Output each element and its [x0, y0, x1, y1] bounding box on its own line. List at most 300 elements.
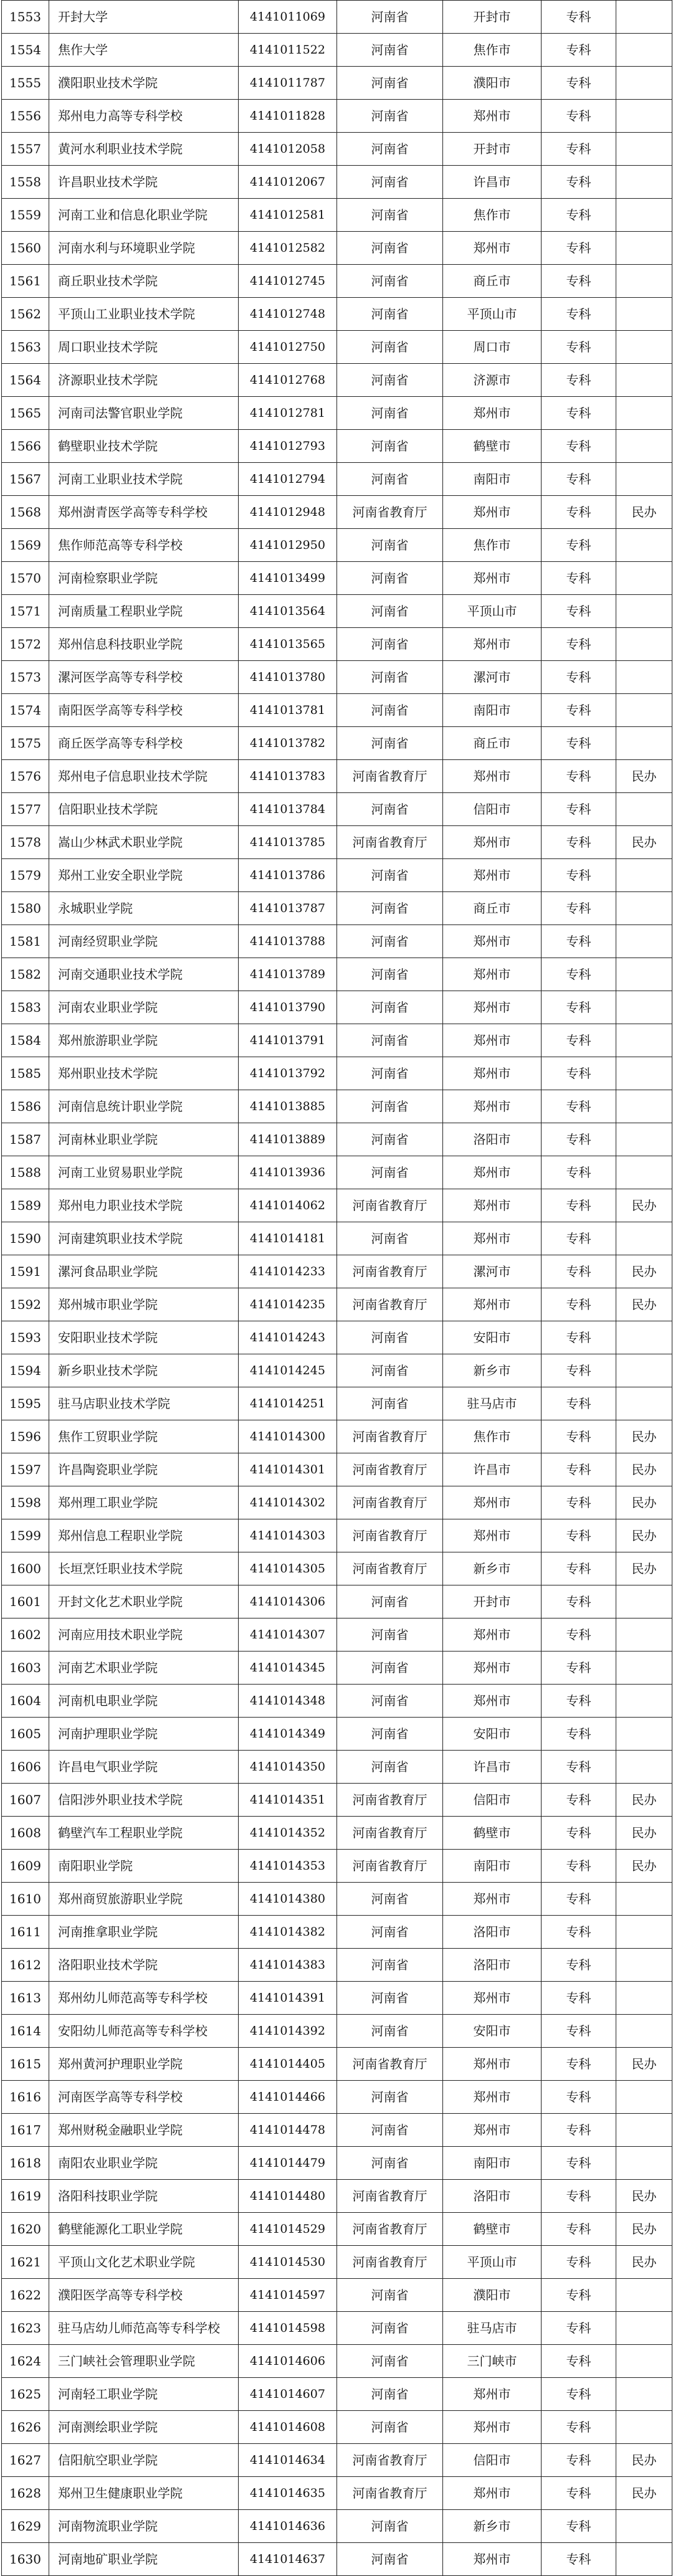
school-code-cell: 4141014479 — [239, 2147, 337, 2180]
city-cell: 焦作市 — [443, 529, 542, 562]
city-cell: 漯河市 — [443, 661, 542, 694]
school-code-cell: 4141012950 — [239, 529, 337, 562]
school-name-cell: 开封大学 — [49, 1, 239, 34]
city-cell: 郑州市 — [443, 1652, 542, 1685]
school-code-cell: 4141014306 — [239, 1585, 337, 1618]
table-row — [2, 1189, 672, 1222]
level-cell: 专科 — [542, 1784, 616, 1817]
school-name-cell: 郑州商贸旅游职业学院 — [49, 1883, 239, 1916]
school-name-cell: 郑州卫生健康职业学院 — [49, 2477, 239, 2510]
table-row — [2, 2180, 672, 2213]
authority-cell: 河南省 — [337, 2543, 443, 2576]
table-row — [2, 793, 672, 826]
school-code-cell: 4141012745 — [239, 265, 337, 298]
row-index-cell: 1576 — [2, 760, 49, 793]
table-row — [2, 1123, 672, 1156]
authority-cell: 河南省教育厅 — [337, 1519, 443, 1552]
school-name-cell: 濮阳医学高等专科学校 — [49, 2279, 239, 2312]
note-cell — [616, 2114, 672, 2147]
school-name-cell: 河南推拿职业学院 — [49, 1916, 239, 1949]
row-index-cell: 1563 — [2, 331, 49, 364]
table-row — [2, 2444, 672, 2477]
school-code-cell: 4141014529 — [239, 2213, 337, 2246]
school-name-cell: 永城职业学院 — [49, 892, 239, 925]
school-code-cell: 4141013781 — [239, 694, 337, 727]
school-code-cell: 4141014351 — [239, 1784, 337, 1817]
authority-cell: 河南省教育厅 — [337, 1255, 443, 1288]
row-index-cell: 1597 — [2, 1453, 49, 1486]
table-row — [2, 331, 672, 364]
level-cell: 专科 — [542, 1850, 616, 1883]
level-cell: 专科 — [542, 232, 616, 265]
school-code-cell: 4141012781 — [239, 397, 337, 430]
city-cell: 濮阳市 — [443, 67, 542, 100]
level-cell: 专科 — [542, 2345, 616, 2378]
table-row — [2, 2312, 672, 2345]
authority-cell: 河南省 — [337, 199, 443, 232]
city-cell: 商丘市 — [443, 892, 542, 925]
authority-cell: 河南省 — [337, 1883, 443, 1916]
level-cell: 专科 — [542, 2411, 616, 2444]
authority-cell: 河南省 — [337, 925, 443, 958]
school-name-cell: 信阳航空职业学院 — [49, 2444, 239, 2477]
authority-cell: 河南省 — [337, 133, 443, 166]
note-cell — [616, 166, 672, 199]
level-cell: 专科 — [542, 529, 616, 562]
city-cell: 平顶山市 — [443, 298, 542, 331]
level-cell: 专科 — [542, 2543, 616, 2576]
level-cell: 专科 — [542, 1652, 616, 1685]
city-cell: 郑州市 — [443, 1685, 542, 1718]
row-index-cell: 1602 — [2, 1618, 49, 1652]
level-cell: 专科 — [542, 397, 616, 430]
row-index-cell: 1601 — [2, 1585, 49, 1618]
authority-cell: 河南省 — [337, 1, 443, 34]
authority-cell: 河南省 — [337, 1585, 443, 1618]
school-name-cell: 郑州澍青医学高等专科学校 — [49, 496, 239, 529]
school-name-cell: 济源职业技术学院 — [49, 364, 239, 397]
table-row — [2, 1288, 672, 1321]
city-cell: 许昌市 — [443, 1453, 542, 1486]
school-name-cell: 河南轻工职业学院 — [49, 2378, 239, 2411]
level-cell: 专科 — [542, 1949, 616, 1982]
school-code-cell: 4141014348 — [239, 1685, 337, 1718]
row-index-cell: 1561 — [2, 265, 49, 298]
table-row — [2, 1321, 672, 1354]
authority-cell: 河南省 — [337, 595, 443, 628]
table-row — [2, 2114, 672, 2147]
note-cell: 民办 — [616, 1453, 672, 1486]
school-code-cell: 4141012750 — [239, 331, 337, 364]
school-code-cell: 4141014352 — [239, 1817, 337, 1850]
row-index-cell: 1613 — [2, 1982, 49, 2015]
authority-cell: 河南省 — [337, 2510, 443, 2543]
school-code-cell: 4141014303 — [239, 1519, 337, 1552]
table-row — [2, 2543, 672, 2576]
note-cell — [616, 529, 672, 562]
note-cell: 民办 — [616, 1784, 672, 1817]
note-cell — [616, 364, 672, 397]
school-name-cell: 长垣烹饪职业技术学院 — [49, 1552, 239, 1585]
note-cell — [616, 34, 672, 67]
school-code-cell: 4141013499 — [239, 562, 337, 595]
authority-cell: 河南省 — [337, 1321, 443, 1354]
school-name-cell: 漯河医学高等专科学校 — [49, 661, 239, 694]
row-index-cell: 1596 — [2, 1420, 49, 1453]
row-index-cell: 1598 — [2, 1486, 49, 1519]
table-row — [2, 595, 672, 628]
school-code-cell: 4141012793 — [239, 430, 337, 463]
authority-cell: 河南省 — [337, 958, 443, 991]
city-cell: 鹤壁市 — [443, 1817, 542, 1850]
city-cell: 鹤壁市 — [443, 2213, 542, 2246]
city-cell: 周口市 — [443, 331, 542, 364]
level-cell: 专科 — [542, 1057, 616, 1090]
table-row — [2, 1784, 672, 1817]
authority-cell: 河南省 — [337, 1387, 443, 1420]
authority-cell: 河南省 — [337, 1024, 443, 1057]
school-name-cell: 郑州电力职业技术学院 — [49, 1189, 239, 1222]
authority-cell: 河南省 — [337, 661, 443, 694]
level-cell: 专科 — [542, 265, 616, 298]
row-index-cell: 1566 — [2, 430, 49, 463]
authority-cell: 河南省 — [337, 1057, 443, 1090]
level-cell: 专科 — [542, 298, 616, 331]
note-cell — [616, 892, 672, 925]
row-index-cell: 1589 — [2, 1189, 49, 1222]
level-cell: 专科 — [542, 1222, 616, 1255]
city-cell: 郑州市 — [443, 1024, 542, 1057]
authority-cell: 河南省 — [337, 2378, 443, 2411]
authority-cell: 河南省教育厅 — [337, 1784, 443, 1817]
school-code-cell: 4141014405 — [239, 2048, 337, 2081]
row-index-cell: 1558 — [2, 166, 49, 199]
city-cell: 安阳市 — [443, 2015, 542, 2048]
table-row — [2, 1982, 672, 2015]
note-cell — [616, 133, 672, 166]
authority-cell: 河南省教育厅 — [337, 1453, 443, 1486]
row-index-cell: 1562 — [2, 298, 49, 331]
table-row — [2, 1552, 672, 1585]
level-cell: 专科 — [542, 1751, 616, 1784]
row-index-cell: 1610 — [2, 1883, 49, 1916]
table-row — [2, 661, 672, 694]
authority-cell: 河南省 — [337, 397, 443, 430]
city-cell: 驻马店市 — [443, 1387, 542, 1420]
school-name-cell: 河南交通职业技术学院 — [49, 958, 239, 991]
school-name-cell: 驻马店职业技术学院 — [49, 1387, 239, 1420]
city-cell: 郑州市 — [443, 1189, 542, 1222]
table-row — [2, 1685, 672, 1718]
school-code-cell: 4141012067 — [239, 166, 337, 199]
level-cell: 专科 — [542, 1387, 616, 1420]
row-index-cell: 1553 — [2, 1, 49, 34]
school-code-cell: 4141014382 — [239, 1916, 337, 1949]
row-index-cell: 1567 — [2, 463, 49, 496]
city-cell: 开封市 — [443, 1, 542, 34]
level-cell: 专科 — [542, 1883, 616, 1916]
school-code-cell: 4141014606 — [239, 2345, 337, 2378]
authority-cell: 河南省 — [337, 562, 443, 595]
school-code-cell: 4141014392 — [239, 2015, 337, 2048]
row-index-cell: 1626 — [2, 2411, 49, 2444]
row-index-cell: 1627 — [2, 2444, 49, 2477]
school-code-cell: 4141013936 — [239, 1156, 337, 1189]
authority-cell: 河南省教育厅 — [337, 2048, 443, 2081]
city-cell: 新乡市 — [443, 2510, 542, 2543]
row-index-cell: 1600 — [2, 1552, 49, 1585]
table-row — [2, 496, 672, 529]
note-cell — [616, 1585, 672, 1618]
row-index-cell: 1573 — [2, 661, 49, 694]
table-row — [2, 529, 672, 562]
city-cell: 洛阳市 — [443, 1123, 542, 1156]
school-name-cell: 南阳医学高等专科学校 — [49, 694, 239, 727]
authority-cell: 河南省 — [337, 1618, 443, 1652]
table-row — [2, 2411, 672, 2444]
level-cell: 专科 — [542, 2114, 616, 2147]
city-cell: 郑州市 — [443, 2411, 542, 2444]
note-cell — [616, 958, 672, 991]
authority-cell: 河南省 — [337, 1718, 443, 1751]
city-cell: 郑州市 — [443, 2543, 542, 2576]
school-code-cell: 4141014349 — [239, 1718, 337, 1751]
school-code-cell: 4141014380 — [239, 1883, 337, 1916]
note-cell — [616, 2147, 672, 2180]
authority-cell: 河南省教育厅 — [337, 1486, 443, 1519]
table-row — [2, 2081, 672, 2114]
table-row — [2, 67, 672, 100]
school-code-cell: 4141014608 — [239, 2411, 337, 2444]
city-cell: 洛阳市 — [443, 1916, 542, 1949]
school-code-cell: 4141014607 — [239, 2378, 337, 2411]
note-cell — [616, 2378, 672, 2411]
note-cell: 民办 — [616, 2444, 672, 2477]
row-index-cell: 1603 — [2, 1652, 49, 1685]
level-cell: 专科 — [542, 1123, 616, 1156]
city-cell: 郑州市 — [443, 1883, 542, 1916]
row-index-cell: 1609 — [2, 1850, 49, 1883]
school-code-cell: 4141013788 — [239, 925, 337, 958]
table-row — [2, 2246, 672, 2279]
school-code-cell: 4141012058 — [239, 133, 337, 166]
city-cell: 信阳市 — [443, 1784, 542, 1817]
city-cell: 驻马店市 — [443, 2312, 542, 2345]
authority-cell: 河南省教育厅 — [337, 1288, 443, 1321]
school-name-cell: 许昌电气职业学院 — [49, 1751, 239, 1784]
row-index-cell: 1622 — [2, 2279, 49, 2312]
level-cell: 专科 — [542, 1486, 616, 1519]
city-cell: 安阳市 — [443, 1718, 542, 1751]
school-code-cell: 4141014598 — [239, 2312, 337, 2345]
level-cell: 专科 — [542, 793, 616, 826]
level-cell: 专科 — [542, 2048, 616, 2081]
table-row — [2, 892, 672, 925]
level-cell: 专科 — [542, 1453, 616, 1486]
note-cell: 民办 — [616, 2477, 672, 2510]
table-row — [2, 1387, 672, 1420]
school-code-cell: 4141013792 — [239, 1057, 337, 1090]
school-name-cell: 郑州理工职业学院 — [49, 1486, 239, 1519]
level-cell: 专科 — [542, 2378, 616, 2411]
note-cell — [616, 1123, 672, 1156]
level-cell: 专科 — [542, 1618, 616, 1652]
table-row — [2, 694, 672, 727]
note-cell: 民办 — [616, 496, 672, 529]
row-index-cell: 1590 — [2, 1222, 49, 1255]
authority-cell: 河南省 — [337, 265, 443, 298]
city-cell: 商丘市 — [443, 265, 542, 298]
school-code-cell: 4141013789 — [239, 958, 337, 991]
level-cell: 专科 — [542, 496, 616, 529]
city-cell: 平顶山市 — [443, 595, 542, 628]
authority-cell: 河南省 — [337, 166, 443, 199]
note-cell: 民办 — [616, 2213, 672, 2246]
school-code-cell: 4141014391 — [239, 1982, 337, 2015]
row-index-cell: 1585 — [2, 1057, 49, 1090]
school-name-cell: 周口职业技术学院 — [49, 331, 239, 364]
authority-cell: 河南省 — [337, 232, 443, 265]
school-name-cell: 新乡职业技术学院 — [49, 1354, 239, 1387]
table-row — [2, 2378, 672, 2411]
city-cell: 郑州市 — [443, 1618, 542, 1652]
authority-cell: 河南省 — [337, 727, 443, 760]
level-cell: 专科 — [542, 2081, 616, 2114]
school-name-cell: 漯河食品职业学院 — [49, 1255, 239, 1288]
table-row — [2, 562, 672, 595]
table-row — [2, 1453, 672, 1486]
note-cell: 民办 — [616, 1288, 672, 1321]
row-index-cell: 1569 — [2, 529, 49, 562]
level-cell: 专科 — [542, 661, 616, 694]
table-row — [2, 1949, 672, 1982]
city-cell: 郑州市 — [443, 1982, 542, 2015]
city-cell: 南阳市 — [443, 1850, 542, 1883]
note-cell: 民办 — [616, 1420, 672, 1453]
school-name-cell: 河南林业职业学院 — [49, 1123, 239, 1156]
authority-cell: 河南省 — [337, 793, 443, 826]
city-cell: 郑州市 — [443, 397, 542, 430]
authority-cell: 河南省 — [337, 331, 443, 364]
school-code-cell: 4141013565 — [239, 628, 337, 661]
school-code-cell: 4141014302 — [239, 1486, 337, 1519]
note-cell — [616, 661, 672, 694]
row-index-cell: 1594 — [2, 1354, 49, 1387]
row-index-cell: 1611 — [2, 1916, 49, 1949]
city-cell: 郑州市 — [443, 628, 542, 661]
level-cell: 专科 — [542, 1916, 616, 1949]
city-cell: 南阳市 — [443, 694, 542, 727]
school-code-cell: 4141014305 — [239, 1552, 337, 1585]
row-index-cell: 1557 — [2, 133, 49, 166]
city-cell: 郑州市 — [443, 232, 542, 265]
note-cell — [616, 2543, 672, 2576]
row-index-cell: 1581 — [2, 925, 49, 958]
city-cell: 焦作市 — [443, 34, 542, 67]
table-row — [2, 1850, 672, 1883]
school-code-cell: 4141014480 — [239, 2180, 337, 2213]
table-row — [2, 628, 672, 661]
authority-cell: 河南省教育厅 — [337, 2246, 443, 2279]
authority-cell: 河南省 — [337, 2279, 443, 2312]
note-cell: 民办 — [616, 2048, 672, 2081]
table-row — [2, 1618, 672, 1652]
school-name-cell: 郑州电力高等专科学校 — [49, 100, 239, 133]
school-name-cell: 平顶山文化艺术职业学院 — [49, 2246, 239, 2279]
row-index-cell: 1580 — [2, 892, 49, 925]
level-cell: 专科 — [542, 2180, 616, 2213]
row-index-cell: 1584 — [2, 1024, 49, 1057]
row-index-cell: 1614 — [2, 2015, 49, 2048]
note-cell — [616, 1751, 672, 1784]
authority-cell: 河南省 — [337, 2411, 443, 2444]
school-code-cell: 4141012948 — [239, 496, 337, 529]
note-cell: 民办 — [616, 826, 672, 859]
school-name-cell: 郑州旅游职业学院 — [49, 1024, 239, 1057]
table-row — [2, 1585, 672, 1618]
school-name-cell: 嵩山少林武术职业学院 — [49, 826, 239, 859]
city-cell: 信阳市 — [443, 793, 542, 826]
school-code-cell: 4141014635 — [239, 2477, 337, 2510]
school-code-cell: 4141012768 — [239, 364, 337, 397]
school-code-cell: 4141013885 — [239, 1090, 337, 1123]
row-index-cell: 1579 — [2, 859, 49, 892]
note-cell — [616, 859, 672, 892]
city-cell: 郑州市 — [443, 100, 542, 133]
school-name-cell: 河南建筑职业技术学院 — [49, 1222, 239, 1255]
school-code-cell: 4141014233 — [239, 1255, 337, 1288]
school-code-cell: 4141013780 — [239, 661, 337, 694]
row-index-cell: 1583 — [2, 991, 49, 1024]
city-cell: 郑州市 — [443, 991, 542, 1024]
school-code-cell: 4141013790 — [239, 991, 337, 1024]
level-cell: 专科 — [542, 331, 616, 364]
row-index-cell: 1612 — [2, 1949, 49, 1982]
level-cell: 专科 — [542, 859, 616, 892]
row-index-cell: 1574 — [2, 694, 49, 727]
school-code-cell: 4141013783 — [239, 760, 337, 793]
city-cell: 漯河市 — [443, 1255, 542, 1288]
row-index-cell: 1630 — [2, 2543, 49, 2576]
level-cell: 专科 — [542, 2510, 616, 2543]
table-row — [2, 1057, 672, 1090]
city-cell: 郑州市 — [443, 1486, 542, 1519]
authority-cell: 河南省教育厅 — [337, 2180, 443, 2213]
school-name-cell: 河南检察职业学院 — [49, 562, 239, 595]
note-cell — [616, 199, 672, 232]
note-cell — [616, 2411, 672, 2444]
school-name-cell: 河南经贸职业学院 — [49, 925, 239, 958]
level-cell: 专科 — [542, 1156, 616, 1189]
table-row — [2, 1255, 672, 1288]
table-row — [2, 232, 672, 265]
city-cell: 平顶山市 — [443, 2246, 542, 2279]
note-cell — [616, 1387, 672, 1420]
table-row — [2, 2048, 672, 2081]
level-cell: 专科 — [542, 364, 616, 397]
level-cell: 专科 — [542, 2312, 616, 2345]
school-name-cell: 安阳幼儿师范高等专科学校 — [49, 2015, 239, 2048]
row-index-cell: 1560 — [2, 232, 49, 265]
university-list-table — [1, 0, 672, 2576]
school-name-cell: 驻马店幼儿师范高等专科学校 — [49, 2312, 239, 2345]
note-cell — [616, 2279, 672, 2312]
level-cell: 专科 — [542, 463, 616, 496]
table-row — [2, 34, 672, 67]
note-cell — [616, 100, 672, 133]
authority-cell: 河南省 — [337, 1982, 443, 2015]
school-name-cell: 河南护理职业学院 — [49, 1718, 239, 1751]
